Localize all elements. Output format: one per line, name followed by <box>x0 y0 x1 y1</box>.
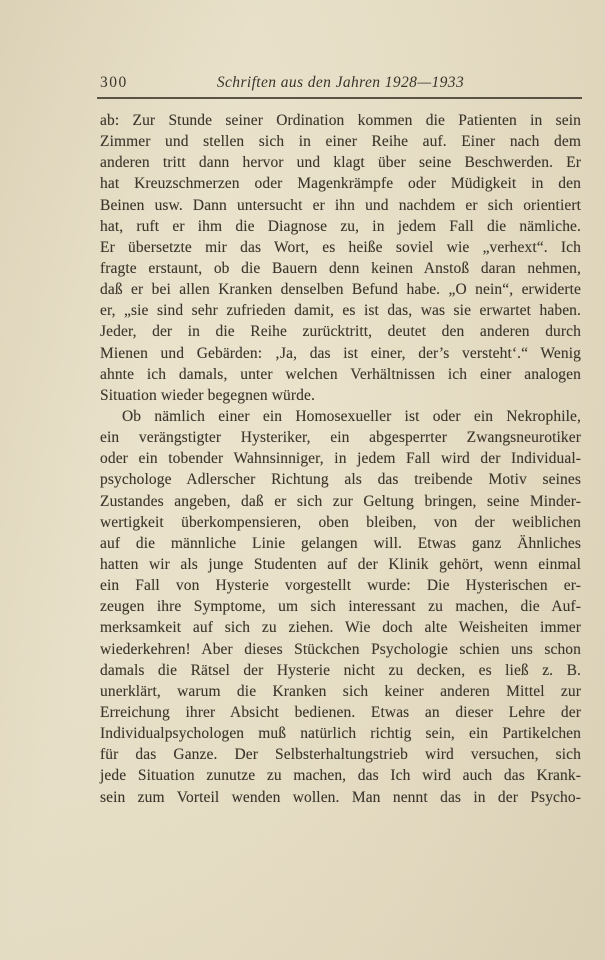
text-line: Zimmer und stellen sich in einer Reihe auf. Einer nach dem <box>100 133 581 151</box>
text-line: ein verängstigter Hysteriker, ein abgesperrter Zwangsneurotiker <box>100 429 581 447</box>
text-line: unerklärt, warum die Kranken sich keiner anderen Mittel zur <box>100 682 581 700</box>
text-line: ein Fall von Hysterie vorgestellt wurde: Die Hysterischen er- <box>100 577 581 595</box>
text-line: wiederkehren! Aber dieses Stückchen Psychologie schien uns schon <box>100 640 581 658</box>
text-line: ahnte ich damals, unter welchen Verhältnissen ich einer analogen <box>100 365 581 383</box>
text-line: sein zum Vorteil wenden wollen. Man nennt das in der Psycho- <box>100 788 581 806</box>
text-line: ab: Zur Stunde seiner Ordination kommen die Patienten in sein <box>100 112 581 129</box>
text-line: für das Ganze. Der Selbsterhaltungstrieb wird versuchen, sich <box>100 746 581 764</box>
text-line: Individualpsychologen muß natürlich richtig sein, ein Partikelchen <box>100 725 581 743</box>
text-line: hat Kreuzschmerzen oder Magenkrämpfe oder Müdigkeit in den <box>100 175 581 193</box>
text-line: daß er bei allen Kranken denselben Befund habe. „O nein“, erwiderte <box>100 281 581 299</box>
text-line: hat, ruft er ihm die Diagnose zu, in jedem Fall die nämliche. <box>100 217 581 235</box>
text-block <box>100 110 581 808</box>
page-number: 300 <box>100 74 128 91</box>
text-line: Mienen und Gebärden: ‚Ja, das ist einer, der’s versteht‘.“ Wenig <box>100 344 581 362</box>
text-line: oder ein tobender Wahnsinniger, in jedem Fall wird der Individual- <box>100 450 581 468</box>
text-line: auf die männliche Linie gelangen will. Etwas ganz Ähnliches <box>100 534 581 552</box>
text-line: Jeder, der in die Reihe zurücktritt, deutet den anderen durch <box>100 323 581 341</box>
text-line: merksamkeit auf sich zu ziehen. Wie doch alte Weisheiten immer <box>100 619 581 637</box>
text-line: anderen tritt dann hervor und klagt über seine Beschwerden. Er <box>100 154 581 172</box>
header-rule <box>97 97 582 99</box>
text-line: Situation wieder begegnen würde. <box>100 386 315 404</box>
text-line: hatten wir als junge Studenten auf der Klinik gehört, wenn einmal <box>100 555 581 573</box>
text-line: Erreichung ihrer Absicht bedienen. Etwas an dieser Lehre der <box>100 703 581 721</box>
text-line: jede Situation zunutze zu machen, das Ich wird auch das Krank- <box>100 767 581 785</box>
paragraph-2 <box>100 406 581 808</box>
text-line: damals die Rätsel der Hysterie nicht zu decken, es ließ z. B. <box>100 661 581 679</box>
text-line: Er übersetzte mir das Wort, es heiße soviel wie „verhext“. Ich <box>100 238 581 256</box>
text-line: Ob nämlich einer ein Homosexueller ist oder ein Nekrophile, <box>122 407 581 425</box>
running-head-title: Schriften aus den Jahren 1928—1933 <box>216 74 465 91</box>
text-line: Beinen usw. Dann untersucht er ihn und nachdem er sich orientiert <box>100 196 581 214</box>
text-line: fragte erstaunt, ob die Bauern denn keinen Anstoß daran nehmen, <box>100 259 581 277</box>
text-line: psychologe Adlerscher Richtung als das treibende Motiv seines <box>100 471 581 489</box>
text-line: Zustandes angeben, daß er sich zur Geltung bringen, seine Minder- <box>100 492 581 510</box>
text-line: zeugen ihre Symptome, um sich interessant zu machen, die Auf- <box>100 598 581 616</box>
text-line: er, „sie sind sehr zufrieden damit, es ist das, was sie erwartet haben. <box>100 302 581 320</box>
paragraph-1 <box>100 110 581 406</box>
running-head <box>100 74 581 96</box>
text-line: wertigkeit überkompensieren, oben bleiben, von der weiblichen <box>100 513 581 531</box>
